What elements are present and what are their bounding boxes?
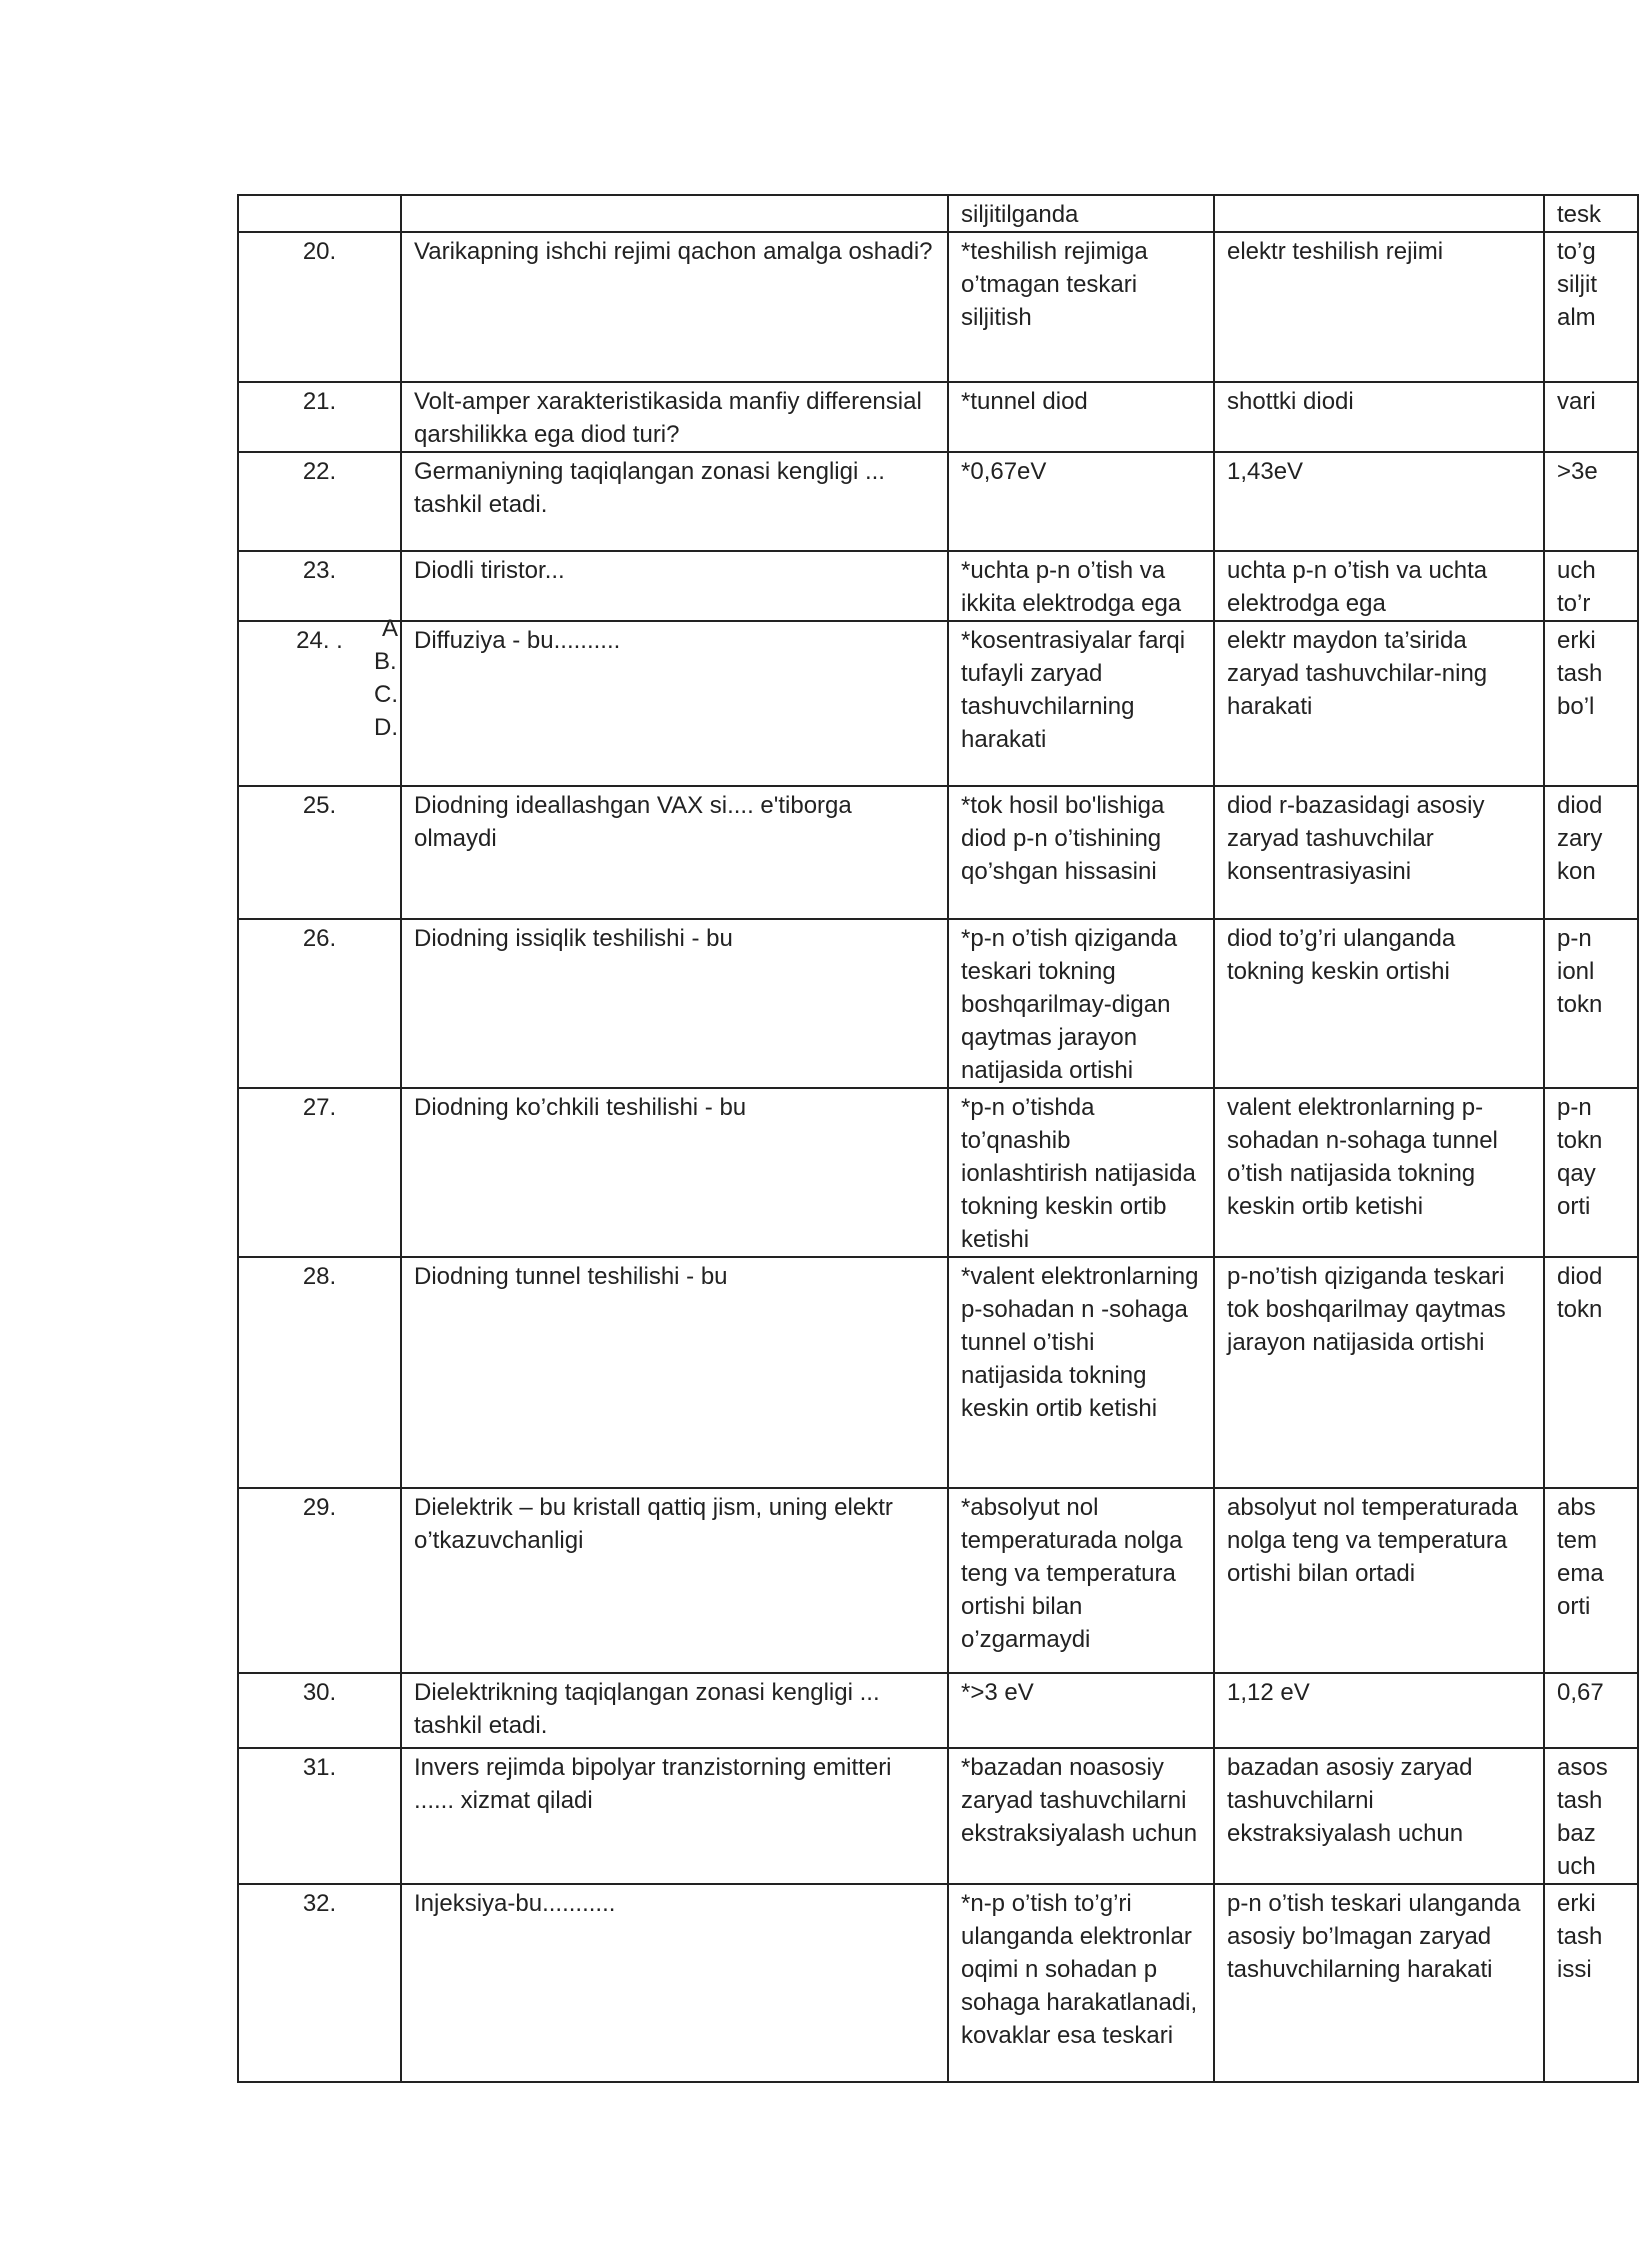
answer-c: 0,67 xyxy=(1544,1673,1638,1748)
table-row xyxy=(238,1673,1638,1748)
answer-b: 1,43eV xyxy=(1214,452,1544,551)
row24-option-letters xyxy=(374,612,406,744)
answer-a: *0,67eV xyxy=(948,452,1214,551)
question-text: Diodning issiqlik teshilishi - bu xyxy=(401,919,948,1088)
answer-c: >3e xyxy=(1544,452,1638,551)
answer-b: absolyut nol temperaturada nolga teng va temperatura ortishi bilan ortadi xyxy=(1214,1488,1544,1673)
answer-a: *p-n o’tishda to’qnashib ionlashtirish natijasida tokning keskin ortib ketishi xyxy=(948,1088,1214,1257)
answer-b: elektr maydon ta’sirida zaryad tashuvchilar-ning harakati xyxy=(1214,621,1544,786)
answer-c: diod zary kon xyxy=(1544,786,1638,919)
answer-b: p-n o’tish teskari ulanganda asosiy bo’lmagan zaryad tashuvchilarning harakati xyxy=(1214,1884,1544,2082)
answer-a: *>3 eV xyxy=(948,1673,1214,1748)
answer-b: elektr teshilish rejimi xyxy=(1214,232,1544,382)
answer-a: *n-p o’tish to’g’ri ulanganda elektronlar oqimi n sohadan p sohaga harakatlanadi, kovaklar esa teskari xyxy=(948,1884,1214,2082)
answer-c: vari xyxy=(1544,382,1638,452)
answer-a: siljitilganda xyxy=(948,195,1214,232)
question-text: Germaniyning taqiqlangan zonasi kengligi ... tashkil etadi. xyxy=(401,452,948,551)
question-text: Volt-amper xarakteristikasida manfiy differensial qarshilikka ega diod turi? xyxy=(401,382,948,452)
answer-b: p-no’tish qiziganda teskari tok boshqarilmay qaytmas jarayon natijasida ortishi xyxy=(1214,1257,1544,1488)
answer-c: diod tokn xyxy=(1544,1257,1638,1488)
table-row xyxy=(238,452,1638,551)
answer-a: *tok hosil bo'lishiga diod p-n o’tishining qo’shgan hissasini xyxy=(948,786,1214,919)
question-text: Invers rejimda bipolyar tranzistorning emitteri ...... xizmat qiladi xyxy=(401,1748,948,1884)
answer-b: diod r-bazasidagi asosiy zaryad tashuvchilar konsentrasiyasini xyxy=(1214,786,1544,919)
answer-c: erki tash issi xyxy=(1544,1884,1638,2082)
table-row xyxy=(238,382,1638,452)
answer-c: to’g siljit alm xyxy=(1544,232,1638,382)
row24-letter: C. xyxy=(374,681,398,708)
question-text: Diffuziya - bu.......... xyxy=(401,621,948,786)
question-number: 24. . xyxy=(238,621,401,786)
question-number: 32. xyxy=(238,1884,401,2082)
answer-a: *p-n o’tish qiziganda teskari tokning boshqarilmay-digan qaytmas jarayon natijasida ortishi xyxy=(948,919,1214,1088)
question-text: Diodning ko’chkili teshilishi - bu xyxy=(401,1088,948,1257)
question-number: 20. xyxy=(238,232,401,382)
answer-c: p-n tokn qay orti xyxy=(1544,1088,1638,1257)
question-number: 26. xyxy=(238,919,401,1088)
answer-a: *kosentrasiyalar farqi tufayli zaryad tashuvchilarning harakati xyxy=(948,621,1214,786)
question-number: 22. xyxy=(238,452,401,551)
questions-table-body xyxy=(238,195,1638,2082)
answer-a: *uchta p-n o’tish va ikkita elektrodga ega xyxy=(948,551,1214,621)
answer-b: shottki diodi xyxy=(1214,382,1544,452)
question-number: 23. xyxy=(238,551,401,621)
question-number xyxy=(238,195,401,232)
question-number: 29. xyxy=(238,1488,401,1673)
question-number: 27. xyxy=(238,1088,401,1257)
question-text: Diodning ideallashgan VAX si.... e'tiborga olmaydi xyxy=(401,786,948,919)
answer-c: tesk xyxy=(1544,195,1638,232)
answer-c: p-n ionl tokn xyxy=(1544,919,1638,1088)
answer-a: *teshilish rejimiga o’tmagan teskari siljitish xyxy=(948,232,1214,382)
answer-a: *bazadan noasosiy zaryad tashuvchilarni ekstraksiyalash uchun xyxy=(948,1748,1214,1884)
question-text: Injeksiya-bu........... xyxy=(401,1884,948,2082)
answer-b: bazadan asosiy zaryad tashuvchilarni ekstraksiyalash uchun xyxy=(1214,1748,1544,1884)
answer-c: erki tash bo’l xyxy=(1544,621,1638,786)
answer-b: uchta p-n o’tish va uchta elektrodga ega xyxy=(1214,551,1544,621)
question-text: Varikapning ishchi rejimi qachon amalga oshadi? xyxy=(401,232,948,382)
answer-a: *absolyut nol temperaturada nolga teng va temperatura ortishi bilan o’zgarmaydi xyxy=(948,1488,1214,1673)
row24-letter: A xyxy=(382,615,399,642)
answer-b: 1,12 eV xyxy=(1214,1673,1544,1748)
question-text: Dielektrikning taqiqlangan zonasi kengligi ... tashkil etadi. xyxy=(401,1673,948,1748)
table-row xyxy=(238,1088,1638,1257)
question-number: 28. xyxy=(238,1257,401,1488)
question-number: 21. xyxy=(238,382,401,452)
row24-letter: B. xyxy=(374,648,397,675)
answer-c: asos tash baz uch xyxy=(1544,1748,1638,1884)
table-row xyxy=(238,1748,1638,1884)
answer-c: abs tem ema orti xyxy=(1544,1488,1638,1673)
question-number: 25. xyxy=(238,786,401,919)
questions-table xyxy=(237,194,1639,2083)
table-row xyxy=(238,919,1638,1088)
answer-b xyxy=(1214,195,1544,232)
row24-letter: D. xyxy=(374,714,398,741)
question-text: Diodli tiristor... xyxy=(401,551,948,621)
table-row xyxy=(238,195,1638,232)
answer-b: valent elektronlarning p-sohadan n-sohaga tunnel o’tish natijasida tokning keskin ortib ketishi xyxy=(1214,1088,1544,1257)
answer-b: diod to’g’ri ulanganda tokning keskin ortishi xyxy=(1214,919,1544,1088)
table-row xyxy=(238,786,1638,919)
answer-a: *tunnel diod xyxy=(948,382,1214,452)
table-row xyxy=(238,232,1638,382)
question-text: Diodning tunnel teshilishi - bu xyxy=(401,1257,948,1488)
question-number: 30. xyxy=(238,1673,401,1748)
answer-c: uch to’r xyxy=(1544,551,1638,621)
table-row xyxy=(238,1257,1638,1488)
table-row xyxy=(238,551,1638,621)
answer-a: *valent elektronlarning p-sohadan n -sohaga tunnel o’tishi natijasida tokning keskin ortib ketishi xyxy=(948,1257,1214,1488)
table-row xyxy=(238,621,1638,786)
question-number: 31. xyxy=(238,1748,401,1884)
question-text xyxy=(401,195,948,232)
table-row xyxy=(238,1488,1638,1673)
question-text: Dielektrik – bu kristall qattiq jism, uning elektr o’tkazuvchanligi xyxy=(401,1488,948,1673)
table-row xyxy=(238,1884,1638,2082)
